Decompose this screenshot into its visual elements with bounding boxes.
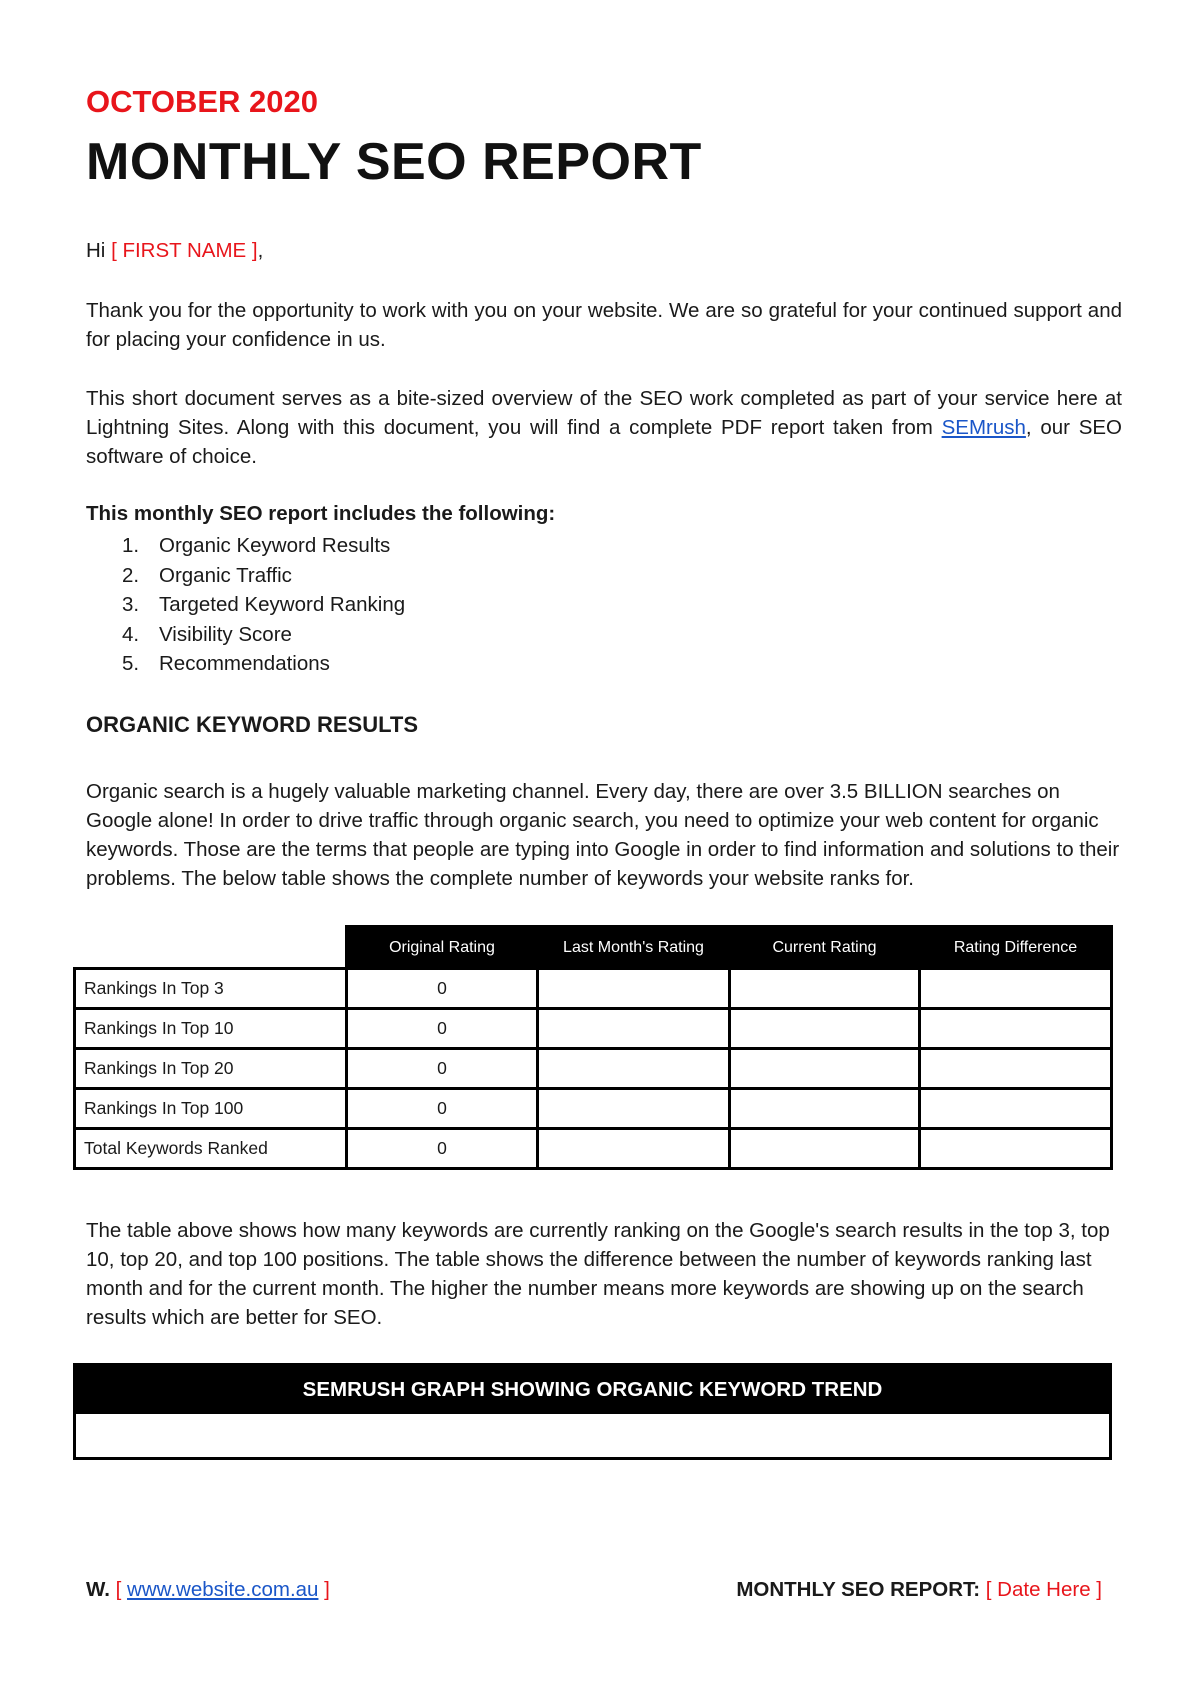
report-title: MONTHLY SEO REPORT [86,133,702,191]
list-item-label: Recommendations [159,652,330,675]
list-item-number: 3. [122,593,140,616]
table-row [75,1129,1112,1169]
includes-list [86,531,405,679]
table-row [75,1089,1112,1129]
last-month-rating-cell [538,1129,730,1169]
last-month-rating-cell [538,969,730,1009]
last-month-rating-cell [538,1089,730,1129]
list-item [86,531,405,561]
row-label: Rankings In Top 20 [75,1049,347,1089]
row-label: Rankings In Top 100 [75,1089,347,1129]
semrush-link[interactable]: SEMrush [941,416,1026,439]
list-item-label: Organic Keyword Results [159,534,391,557]
rating-difference-cell [920,1129,1112,1169]
row-label: Rankings In Top 10 [75,1009,347,1049]
intro-paragraph-2 [86,384,1122,471]
list-item [86,620,405,650]
greeting [86,236,1122,265]
intro-paragraph-1: Thank you for the opportunity to work with you on your website. We are so grateful for your continued support and for placing your confidence in us. [86,299,1122,351]
organic-section-title: ORGANIC KEYWORD RESULTS [86,712,419,737]
current-rating-cell [730,1089,920,1129]
table-header-cell: Original Rating [347,927,538,969]
list-item [86,649,405,679]
table-explanation: The table above shows how many keywords are currently ranking on the Google's search results in the top 3, top 10, top 20, and top 100 positions. The table shows the difference between the number of keywords ranking last month and for the current month. The higher the number means more keywords are showing up on the search results which are better for SEO. [86,1219,1110,1329]
footer-report-label: MONTHLY SEO REPORT: [736,1578,981,1601]
table-header-blank [75,927,347,969]
original-rating-cell: 0 [347,1049,538,1089]
includes-heading: This monthly SEO report includes the following: [86,502,556,525]
list-item-number: 4. [122,622,140,646]
row-label: Rankings In Top 3 [75,969,347,1009]
original-rating-cell: 0 [347,969,538,1009]
current-rating-cell [730,969,920,1009]
table-header-cell: Current Rating [730,927,920,969]
original-rating-cell: 0 [347,1089,538,1129]
footer-website-open: [ [115,1578,122,1601]
current-rating-cell [730,1129,920,1169]
intro-paragraph-2-end: , our SEO software of choice. [86,416,1122,468]
list-item-label: Organic Traffic [159,563,292,587]
table-header-row [75,927,1112,969]
list-item-label: Visibility Score [159,622,292,646]
list-item-number: 1. [122,534,140,557]
semrush-graph-box [73,1363,1112,1460]
footer-website-close: ] [324,1578,330,1601]
list-item [86,590,405,620]
footer-w-label: W. [86,1578,110,1601]
intro-paragraph-2-start: This short document serves as a bite-sized overview of the SEO work completed as part of your service here at Lightning Sites. Along with this document, you will find a complete PDF report taken from [86,387,1122,439]
table-row [75,1049,1112,1089]
row-label: Total Keywords Ranked [75,1129,347,1169]
original-rating-cell: 0 [347,1129,538,1169]
list-item-number: 5. [122,652,140,675]
report-month: OCTOBER 2020 [86,84,319,119]
table-header-cell: Last Month's Rating [538,927,730,969]
table-header-cell: Rating Difference [920,927,1112,969]
keyword-ranking-table [73,925,1113,1170]
list-item-label: Targeted Keyword Ranking [159,593,406,616]
list-item [86,561,405,591]
footer-website [86,1578,330,1602]
table-row [75,969,1112,1009]
graph-placeholder [76,1414,1109,1457]
greeting-hi: Hi [86,239,112,262]
rating-difference-cell [920,969,1112,1009]
website-link[interactable]: www.website.com.au [127,1578,319,1601]
list-item-number: 2. [122,563,140,587]
rating-difference-cell [920,1009,1112,1049]
last-month-rating-cell [538,1049,730,1089]
graph-title: SEMRUSH GRAPH SHOWING ORGANIC KEYWORD TREND [76,1366,1109,1414]
rating-difference-cell [920,1049,1112,1089]
organic-description: Organic search is a hugely valuable marketing channel. Every day, there are over 3.5 BILLION searches on Google alone! In order to drive traffic through organic search, you need to optimize your web content for organic keywords. Those are the terms that people are typing into Google in order to find information and solutions to their problems. The below table shows the complete number of keywords your website ranks for. [86,780,1120,890]
greeting-comma: , [257,239,264,262]
current-rating-cell [730,1009,920,1049]
rating-difference-cell [920,1089,1112,1129]
date-placeholder: [ Date Here ] [985,1578,1102,1601]
table-row [75,1009,1112,1049]
first-name-placeholder: [ FIRST NAME ] [111,239,258,262]
last-month-rating-cell [538,1009,730,1049]
current-rating-cell [730,1049,920,1089]
footer-report-date [736,1578,1102,1602]
original-rating-cell: 0 [347,1009,538,1049]
